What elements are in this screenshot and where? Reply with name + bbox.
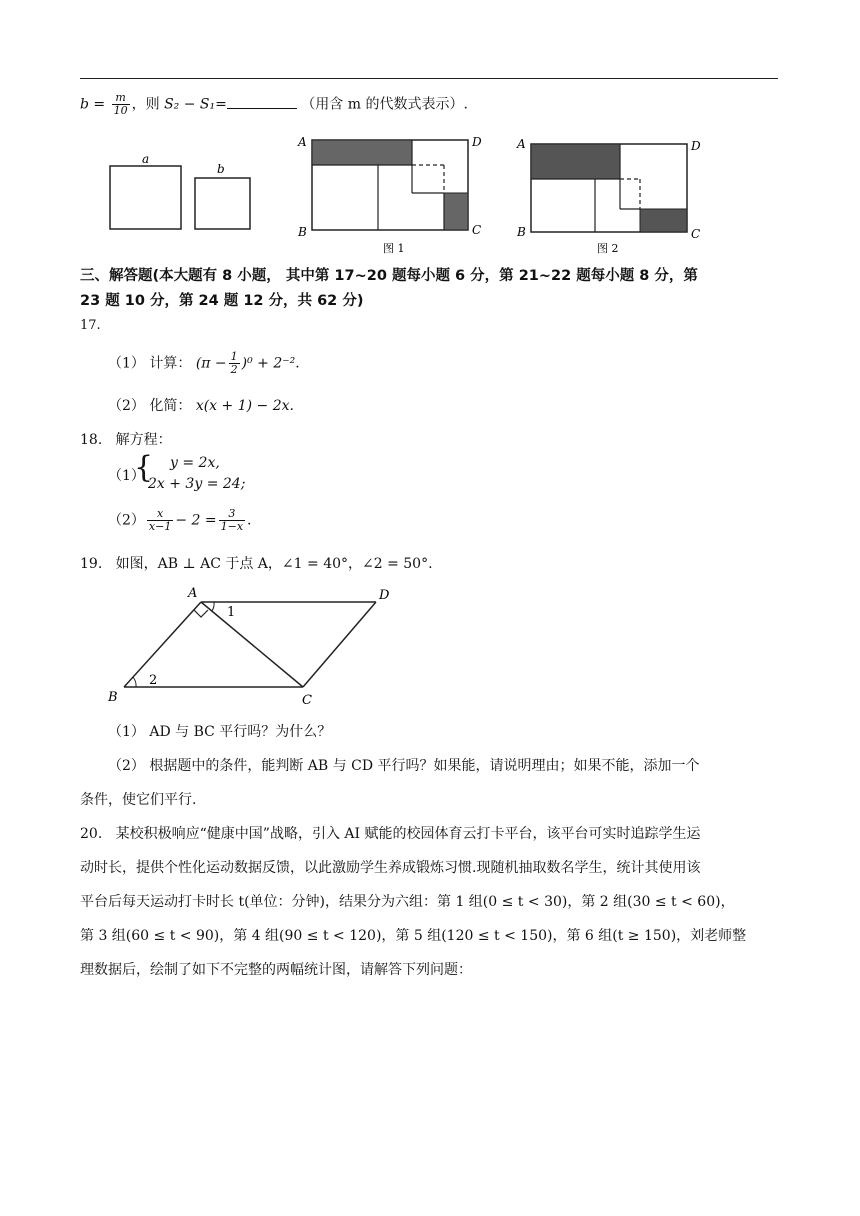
q19-part2-line2: 条件，使它们平行. [80,792,197,808]
label-d: D [379,588,390,603]
q20-line5: 理数据后，绘制了如下不完整的两幅统计图，请解答下列问题： [80,962,472,978]
b-equals: b = [80,96,106,113]
fig2-label-a: A [517,137,526,151]
q19-part2-line1: （2） 根据题中的条件，能判断 AB 与 CD 平行吗？如果能，请说明理由；如果不能，添加一个 [108,758,700,774]
s2-minus-s1: S₂ − S₁= [164,96,227,113]
q19-stem: 19. 如图，AB ⊥ AC 于点 A，∠1 = 40°，∠2 = 50°. [80,556,433,572]
3-over-1-minus-x: $\frac{3}{1-x}$ [220,507,244,533]
square-b [195,178,250,229]
square-b-label: b [217,162,225,176]
fig1-label-b: B [298,225,307,239]
equation-system-brace: { [134,450,154,485]
angle-2-label: 2 [149,673,158,688]
m-over-10-fraction: $\frac{m}{10}$ [113,91,128,117]
fig2-label-b: B [517,225,526,239]
section-heading-line2: 23 题 10 分，第 24 题 12 分，共 62 分) [80,293,364,309]
angle-1-label: 1 [227,605,236,620]
figure-1 [297,135,482,255]
q20-line4: 第 3 组(60 ≤ t < 90)，第 4 组(90 ≤ t < 120)，第 5 组(120 ≤ t < 150)，第 6 组(t ≥ 150)，刘老师整 [80,928,747,944]
fig1-label-d: D [472,135,482,149]
q19-part1: （1） AD 与 BC 平行吗？为什么？ [108,724,332,740]
label-a: A [188,586,198,601]
q17-part2: （2） 化简： x(x + 1) − 2x. [108,398,294,414]
q18-eq2: 2x + 3y = 24; [148,476,246,492]
q18-header: 18. 解方程： [80,432,172,448]
fill-blank-line: b = $\frac{m}{10}$ ，则 S₂ − S₁= （用含 m 的代数式表示）. [80,91,468,117]
q20-line2: 动时长，提供个性化运动数据反馈，以此激励学生养成锻炼习惯.现随机抽取数名学生，统计其使用该 [80,860,701,876]
fig2-caption: 图 2 [597,242,619,255]
answer-blank[interactable] [227,96,297,109]
half-fraction: $\frac{1}{2}$ [230,350,238,376]
fig1-label-c: C [472,223,482,237]
hint-text: （用含 m 的代数式表示）. [301,96,468,113]
right-angle-mark [194,610,208,617]
label-b: B [108,690,118,705]
fig1-label-a: A [298,135,307,149]
q20-line3: 平台后每天运动打卡时长 t(单位：分钟)，结果分为六组：第 1 组(0 ≤ t < 30)，第 2 组(30 ≤ t < 60)， [80,894,735,910]
section-heading-line1: 三、解答题(本大题有 8 小题， 其中第 17~20 题每小题 6 分，第 21~22 题每小题 8 分，第 [80,268,698,284]
q18-part1-label: （1） [108,468,145,484]
square-a-label: a [142,152,150,166]
q18-part2: （2） $\frac{x}{x-1}$ − 2 = $\frac{3}{1-x}$ . [108,507,252,533]
label-c: C [302,693,312,708]
fig2-label-c: C [691,227,701,241]
q20-line1: 20. 某校积极响应“健康中国”战略，引入 AI 赋能的校园体育云打卡平台，该平台可实时追踪学生运 [80,826,701,842]
squares-figure [100,126,710,256]
square-a [110,166,181,229]
header-rule [80,78,778,79]
fig2-label-d: D [691,139,701,153]
q17-part1: （1） 计算： (π − $\frac{1}{2}$ )⁰ + 2⁻². [108,350,300,376]
figure-2 [516,137,701,255]
parallelogram-diagram [100,580,410,710]
x-over-x-minus-1: $\frac{x}{x-1}$ [148,507,172,533]
q17-number: 17. [80,318,101,333]
q18-eq1: y = 2x, [170,455,220,471]
fig1-caption: 图 1 [383,242,405,255]
